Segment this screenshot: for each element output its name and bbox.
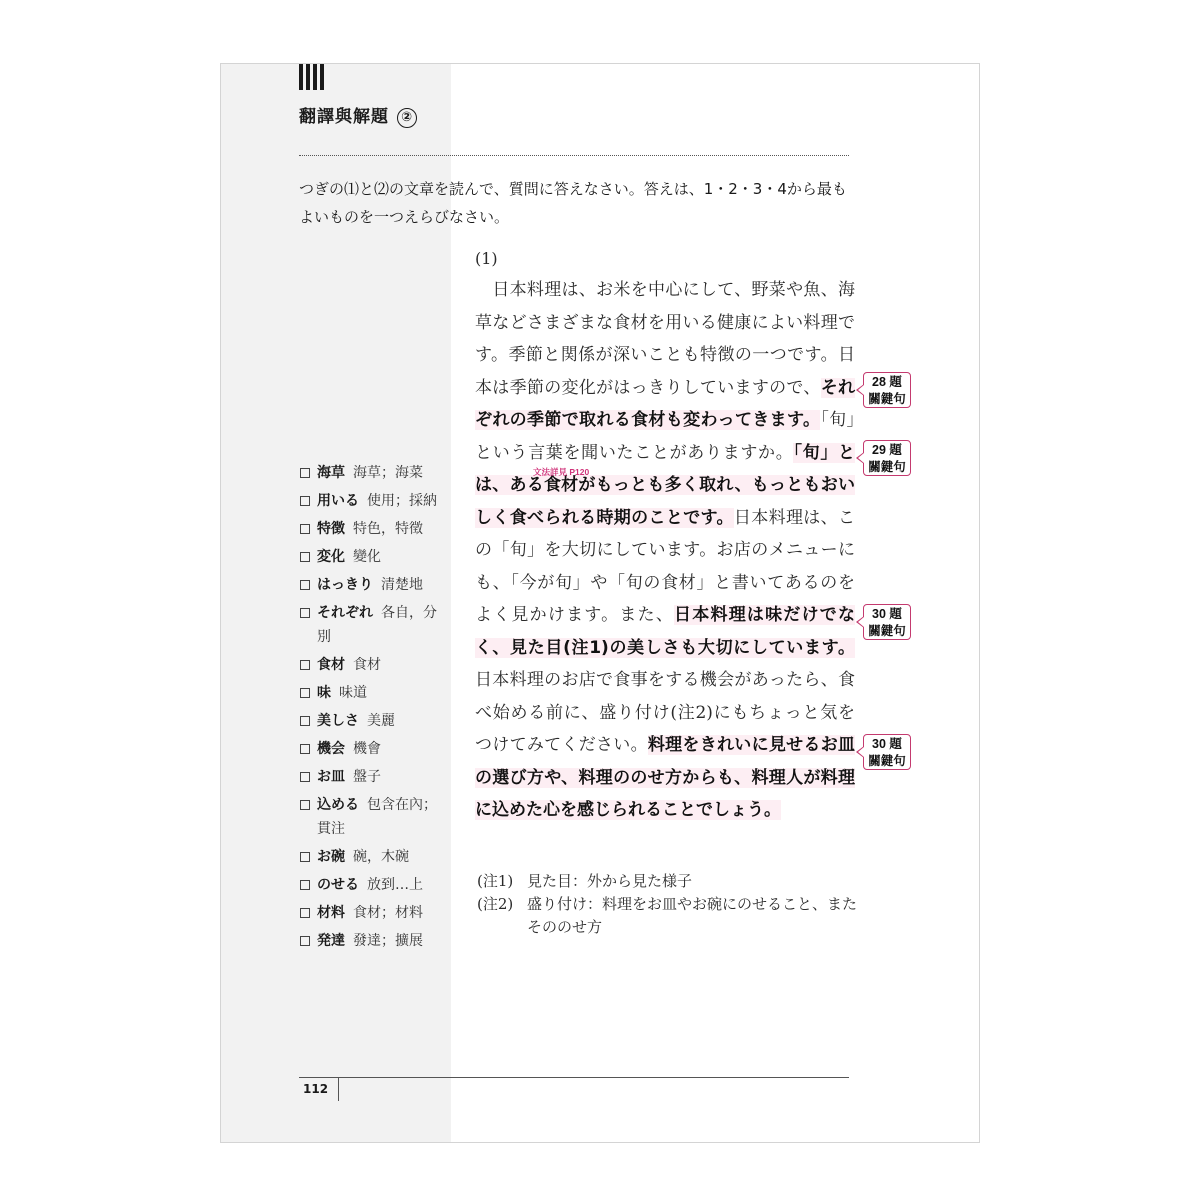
vocab-item	[300, 461, 450, 485]
vocab-word: はっきり	[317, 577, 373, 593]
vocab-meaning: 美麗	[367, 713, 395, 729]
vocab-meaning: 發達；擴展	[353, 933, 423, 949]
vocab-meaning: 包含在內；貫注	[317, 797, 437, 837]
key-sentence-callout	[863, 734, 911, 770]
callout-label: 關鍵句	[868, 460, 906, 474]
vocab-item	[300, 517, 450, 541]
checkbox-icon	[300, 552, 310, 562]
passage-body	[475, 274, 855, 827]
footnote-label: (注1)	[477, 872, 514, 890]
checkbox-icon	[300, 580, 310, 590]
vocab-word: 込める	[317, 797, 359, 813]
vocab-item	[300, 573, 450, 597]
vocab-item	[300, 793, 450, 841]
vocab-meaning: 變化	[353, 549, 381, 565]
footnote	[477, 870, 857, 893]
checkbox-icon	[300, 524, 310, 534]
callout-label: 關鍵句	[868, 624, 906, 638]
vocab-word: 発達	[317, 933, 345, 949]
footer-separator	[338, 1077, 339, 1101]
vocab-word: 食材	[317, 657, 345, 673]
checkbox-icon	[300, 800, 310, 810]
vocab-item	[300, 709, 450, 733]
vocab-word: 美しさ	[317, 713, 359, 729]
vocab-item	[300, 845, 450, 869]
checkbox-icon	[300, 744, 310, 754]
vocab-item	[300, 489, 450, 513]
page-number: 112	[303, 1082, 329, 1096]
section-title	[299, 102, 417, 128]
checkbox-icon	[300, 660, 310, 670]
checkbox-icon	[300, 716, 310, 726]
vocab-meaning: 放到…上	[367, 877, 423, 893]
vocab-item	[300, 765, 450, 789]
key-sentence-29: 「旬」とは、ある食材がもっとも多く取れ、もっともおいしく食べられる時期のことです。	[475, 442, 856, 528]
checkbox-icon	[300, 772, 310, 782]
callout-label: 關鍵句	[868, 754, 906, 768]
vocab-item	[300, 737, 450, 761]
vocab-word: 特徴	[317, 521, 345, 537]
checkbox-icon	[300, 468, 310, 478]
vocab-list	[300, 461, 450, 957]
section-number-badge: ②	[397, 108, 417, 128]
vocab-meaning: 特色，特徵	[353, 521, 423, 537]
vocab-word: お碗	[317, 849, 345, 865]
vocab-item	[300, 601, 450, 649]
vocab-word: 海草	[317, 465, 345, 481]
section-title-text: 翻譯與解題	[299, 107, 389, 127]
vocab-meaning: 食材；材料	[353, 905, 423, 921]
vocab-meaning: 使用；採納	[367, 493, 437, 509]
textbook-page	[220, 63, 980, 1143]
vocab-word: それぞれ	[317, 605, 373, 621]
footnote-text: 盛り付け：料理をお皿やお碗にのせること、またそののせ方	[527, 895, 858, 936]
callout-label: 關鍵句	[868, 392, 906, 406]
vocab-item	[300, 929, 450, 953]
key-sentence-28: それぞれの季節で取れる食材も変わってきます。	[475, 377, 855, 430]
vocab-word: 材料	[317, 905, 345, 921]
callout-question-number: 30 題	[872, 607, 902, 621]
vocab-item	[300, 653, 450, 677]
checkbox-icon	[300, 880, 310, 890]
vocab-meaning: 清楚地	[381, 577, 423, 593]
checkbox-icon	[300, 608, 310, 618]
vocab-word: 用いる	[317, 493, 359, 509]
callout-question-number: 28 題	[872, 375, 902, 389]
passage-text: 日本料理は、お米を中心にして、野菜や魚、海草などさまざまな食材を用いる健康によい料理です。季節と関係が深いことも特徴の一つです。日本は季節の変化がはっきりしていますので、	[475, 280, 855, 398]
vocab-word: 味	[317, 685, 331, 701]
key-sentence-30b: 料理をきれいに見せるお皿の選び方や、料理ののせ方からも、料理人が料理に込めた心を感じられることでしょう。	[475, 735, 856, 820]
vocab-meaning: 機會	[353, 741, 381, 757]
vocab-word: のせる	[317, 877, 359, 893]
key-sentence-callout	[863, 372, 911, 408]
callout-question-number: 29 題	[872, 443, 902, 457]
question-instructions: つぎの⑴と⑵の文章を読んで、質問に答えなさい。答えは、1・2・3・4から最もよいものを一つえらびなさい。	[299, 180, 847, 226]
footer-divider	[299, 1077, 849, 1078]
dotted-divider	[299, 155, 849, 156]
vocab-meaning: 碗，木碗	[353, 849, 409, 865]
vocab-meaning: 味道	[339, 685, 367, 701]
vocab-meaning: 各自，分別	[317, 605, 437, 645]
reading-passage	[475, 249, 855, 827]
grammar-reference: 文法詳見 P120	[533, 467, 590, 477]
passage-number: (1)	[475, 249, 498, 268]
vocab-item	[300, 901, 450, 925]
vocab-meaning: 食材	[353, 657, 381, 673]
footnote-text: 見た目：外から見た様子	[527, 872, 693, 890]
checkbox-icon	[300, 936, 310, 946]
vocab-word: お皿	[317, 769, 345, 785]
key-sentence-30a: 日本料理は味だけでなく、見た目(注1)の美しさも大切にしています。	[475, 605, 856, 658]
vocab-meaning: 盤子	[353, 769, 381, 785]
vocab-meaning: 海草；海菜	[353, 465, 423, 481]
passage-text: 日本料理は、この「旬」を大切にしています。お店のメニューにも、「今が旬」や「旬の食材」と書いてあるのをよく見かけます。また、	[475, 507, 856, 625]
key-sentence-callout	[863, 604, 911, 640]
vocab-item	[300, 545, 450, 569]
checkbox-icon	[300, 852, 310, 862]
callout-question-number: 30 題	[872, 737, 902, 751]
vocab-item	[300, 873, 450, 897]
checkbox-icon	[300, 496, 310, 506]
footnote-label: (注2)	[477, 895, 514, 913]
footnote	[477, 893, 857, 939]
passage-text: 「旬」という言葉を聞いたことがありますか。	[475, 410, 855, 463]
vocab-item	[300, 681, 450, 705]
key-sentence-callout	[863, 440, 911, 476]
vocab-word: 変化	[317, 549, 345, 565]
checkbox-icon	[300, 908, 310, 918]
vocab-word: 機会	[317, 741, 345, 757]
section-bars-icon	[299, 64, 325, 90]
checkbox-icon	[300, 688, 310, 698]
passage-text: 日本料理のお店で食事をする機会があったら、食べ始める前に、盛り付け(注2)にもちょっと気をつけてみてください。	[475, 670, 855, 755]
footnotes	[477, 870, 857, 939]
